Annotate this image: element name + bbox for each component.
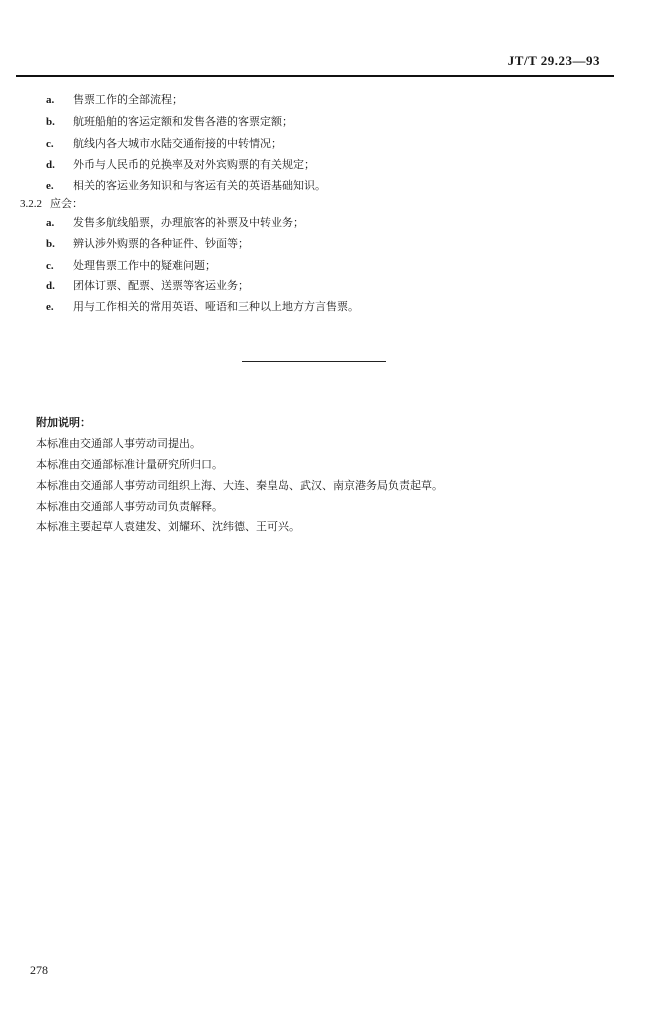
list-item-marker: e. <box>46 180 54 192</box>
list-item-marker: d. <box>46 280 55 292</box>
list-item-text: 处理售票工作中的疑难问题； <box>73 259 216 272</box>
page-number: 278 <box>30 963 48 977</box>
list-item-text: 售票工作的全部流程； <box>73 93 183 106</box>
notes-line: 本标准由交通部人事劳动司组织上海、大连、秦皇岛、武汉、南京港务局负责起草。 <box>36 479 443 492</box>
list-item-marker: c. <box>46 138 54 150</box>
list-item-text: 用与工作相关的常用英语、哑语和三种以上地方方言售票。 <box>73 300 359 313</box>
section-heading <box>20 196 83 212</box>
section-title: 应会： <box>50 197 83 210</box>
notes-line: 本标准由交通部人事劳动司提出。 <box>36 437 201 450</box>
list-item-marker: a. <box>46 94 55 106</box>
list-item-text: 外币与人民币的兑换率及对外宾购票的有关规定； <box>73 158 315 171</box>
list-item-text: 辨认涉外购票的各种证件、钞面等； <box>73 237 249 250</box>
list-item-marker: b. <box>46 238 55 250</box>
list-item-text: 航班船舶的客运定额和发售各港的客票定额； <box>73 115 293 128</box>
list-item-text: 团体订票、配票、送票等客运业务； <box>73 279 249 292</box>
list-item-text: 相关的客运业务知识和与客运有关的英语基础知识。 <box>73 179 326 192</box>
section-separator-rule <box>242 361 386 362</box>
list-item-marker: b. <box>46 116 55 128</box>
header-rule <box>16 75 614 77</box>
list-item-marker: a. <box>46 217 55 229</box>
section-number: 3.2.2 <box>20 198 42 210</box>
notes-line: 本标准由交通部标准计量研究所归口。 <box>36 458 223 471</box>
notes-line: 本标准主要起草人袁建发、刘耀环、沈纬德、王可兴。 <box>36 520 300 533</box>
list-item-marker: e. <box>46 301 54 313</box>
list-item-text: 航线内各大城市水陆交通衔接的中转情况； <box>73 137 282 150</box>
list-item-text: 发售多航线船票，办理旅客的补票及中转业务； <box>73 216 304 229</box>
list-item-marker: c. <box>46 260 54 272</box>
header-standard-code: JT/T 29.23—93 <box>507 53 600 68</box>
list-item-marker: d. <box>46 159 55 171</box>
notes-line: 本标准由交通部人事劳动司负责解释。 <box>36 500 223 513</box>
notes-title: 附加说明： <box>36 416 91 429</box>
